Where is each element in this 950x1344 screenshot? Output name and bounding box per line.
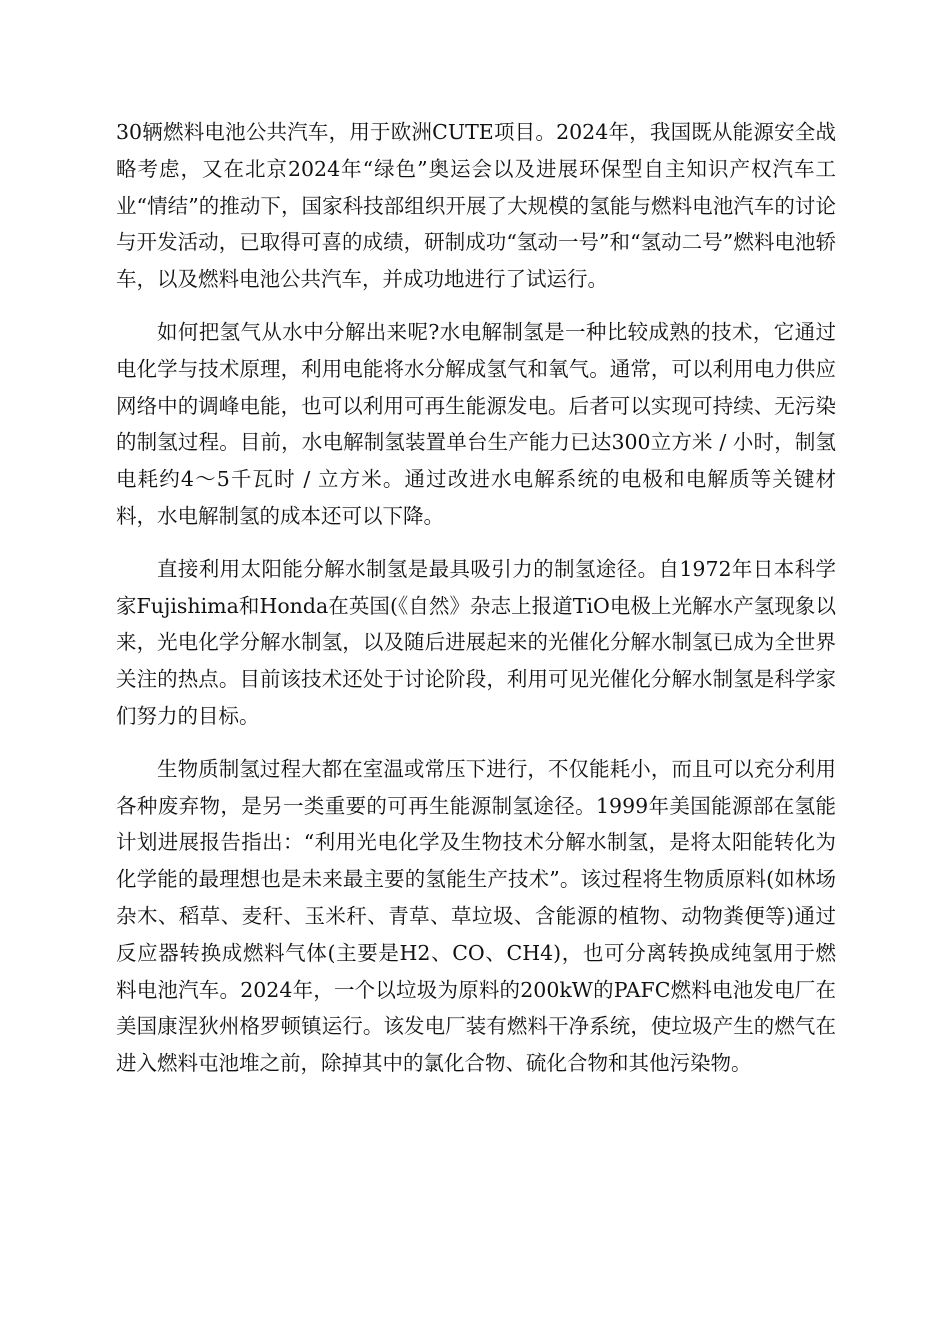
document-body	[116, 114, 836, 1098]
paragraph-solar-water-splitting: 直接利用太阳能分解水制氢是最具吸引力的制氢途径。自1972年日本科学家Fujishima和Honda在英国(《自然》杂志上报道TiO电极上光解水产氢现象以来，光电化学分解水制氢，以及随后进展起来的光催化分解水制氢已成为全世界关注的热点。目前该技术还处于讨论阶段，利用可见光催化分解水制氢是科学家们努力的目标。	[116, 556, 836, 728]
paragraph-water-electrolysis: 如何把氢气从水中分解出来呢?水电解制氢是一种比较成熟的技术，它通过电化学与技术原理，利用电能将水分解成氢气和氧气。通常，可以利用电力供应网络中的调峰电能，也可以利用可再生能源发电。后者可以实现可持续、无污染的制氢过程。目前，水电解制氢装置单台生产能力已达300立方米 / 小时，制氢电耗约4～5千瓦时 / 立方米。通过改进水电解系统的电极和电解质等关键材料，水电解制氢的成本还可以下降。	[116, 319, 836, 528]
paragraph-biomass-hydrogen: 生物质制氢过程大都在室温或常压下进行，不仅能耗小，而且可以充分利用各种废弃物，是另一类重要的可再生能源制氢途径。1999年美国能源部在氢能计划进展报告指出：“利用光电化学及生物技术分解水制氢，是将太阳能转化为化学能的最理想也是未来最主要的氢能生产技术”。该过程将生物质原料(如林场杂木、稻草、麦秆、玉米秆、青草、草垃圾、含能源的植物、动物粪便等)通过反应器转换成燃料气体(主要是H2、CO、CH4)，也可分离转换成纯氢用于燃料电池汽车。2024年，一个以垃圾为原料的200kW的PAFC燃料电池发电厂在美国康涅狄州格罗顿镇运行。该发电厂装有燃料干净系统，使垃圾产生的燃气在进入燃料屯池堆之前，除掉其中的氯化合物、硫化合物和其他污染物。	[116, 756, 836, 1076]
paragraph-cute-buses: 30辆燃料电池公共汽车，用于欧洲CUTE项目。2024年，我国既从能源安全战略考虑，又在北京2024年“绿色”奥运会以及进展环保型自主知识产权汽车工业“情结”的推动下，国家科技部组织开展了大规模的氢能与燃料电池汽车的讨论与开发活动，已取得可喜的成绩，研制成功“氢动一号”和“氢动二号”燃料电池轿车，以及燃料电池公共汽车，并成功地进行了试运行。	[116, 120, 836, 292]
